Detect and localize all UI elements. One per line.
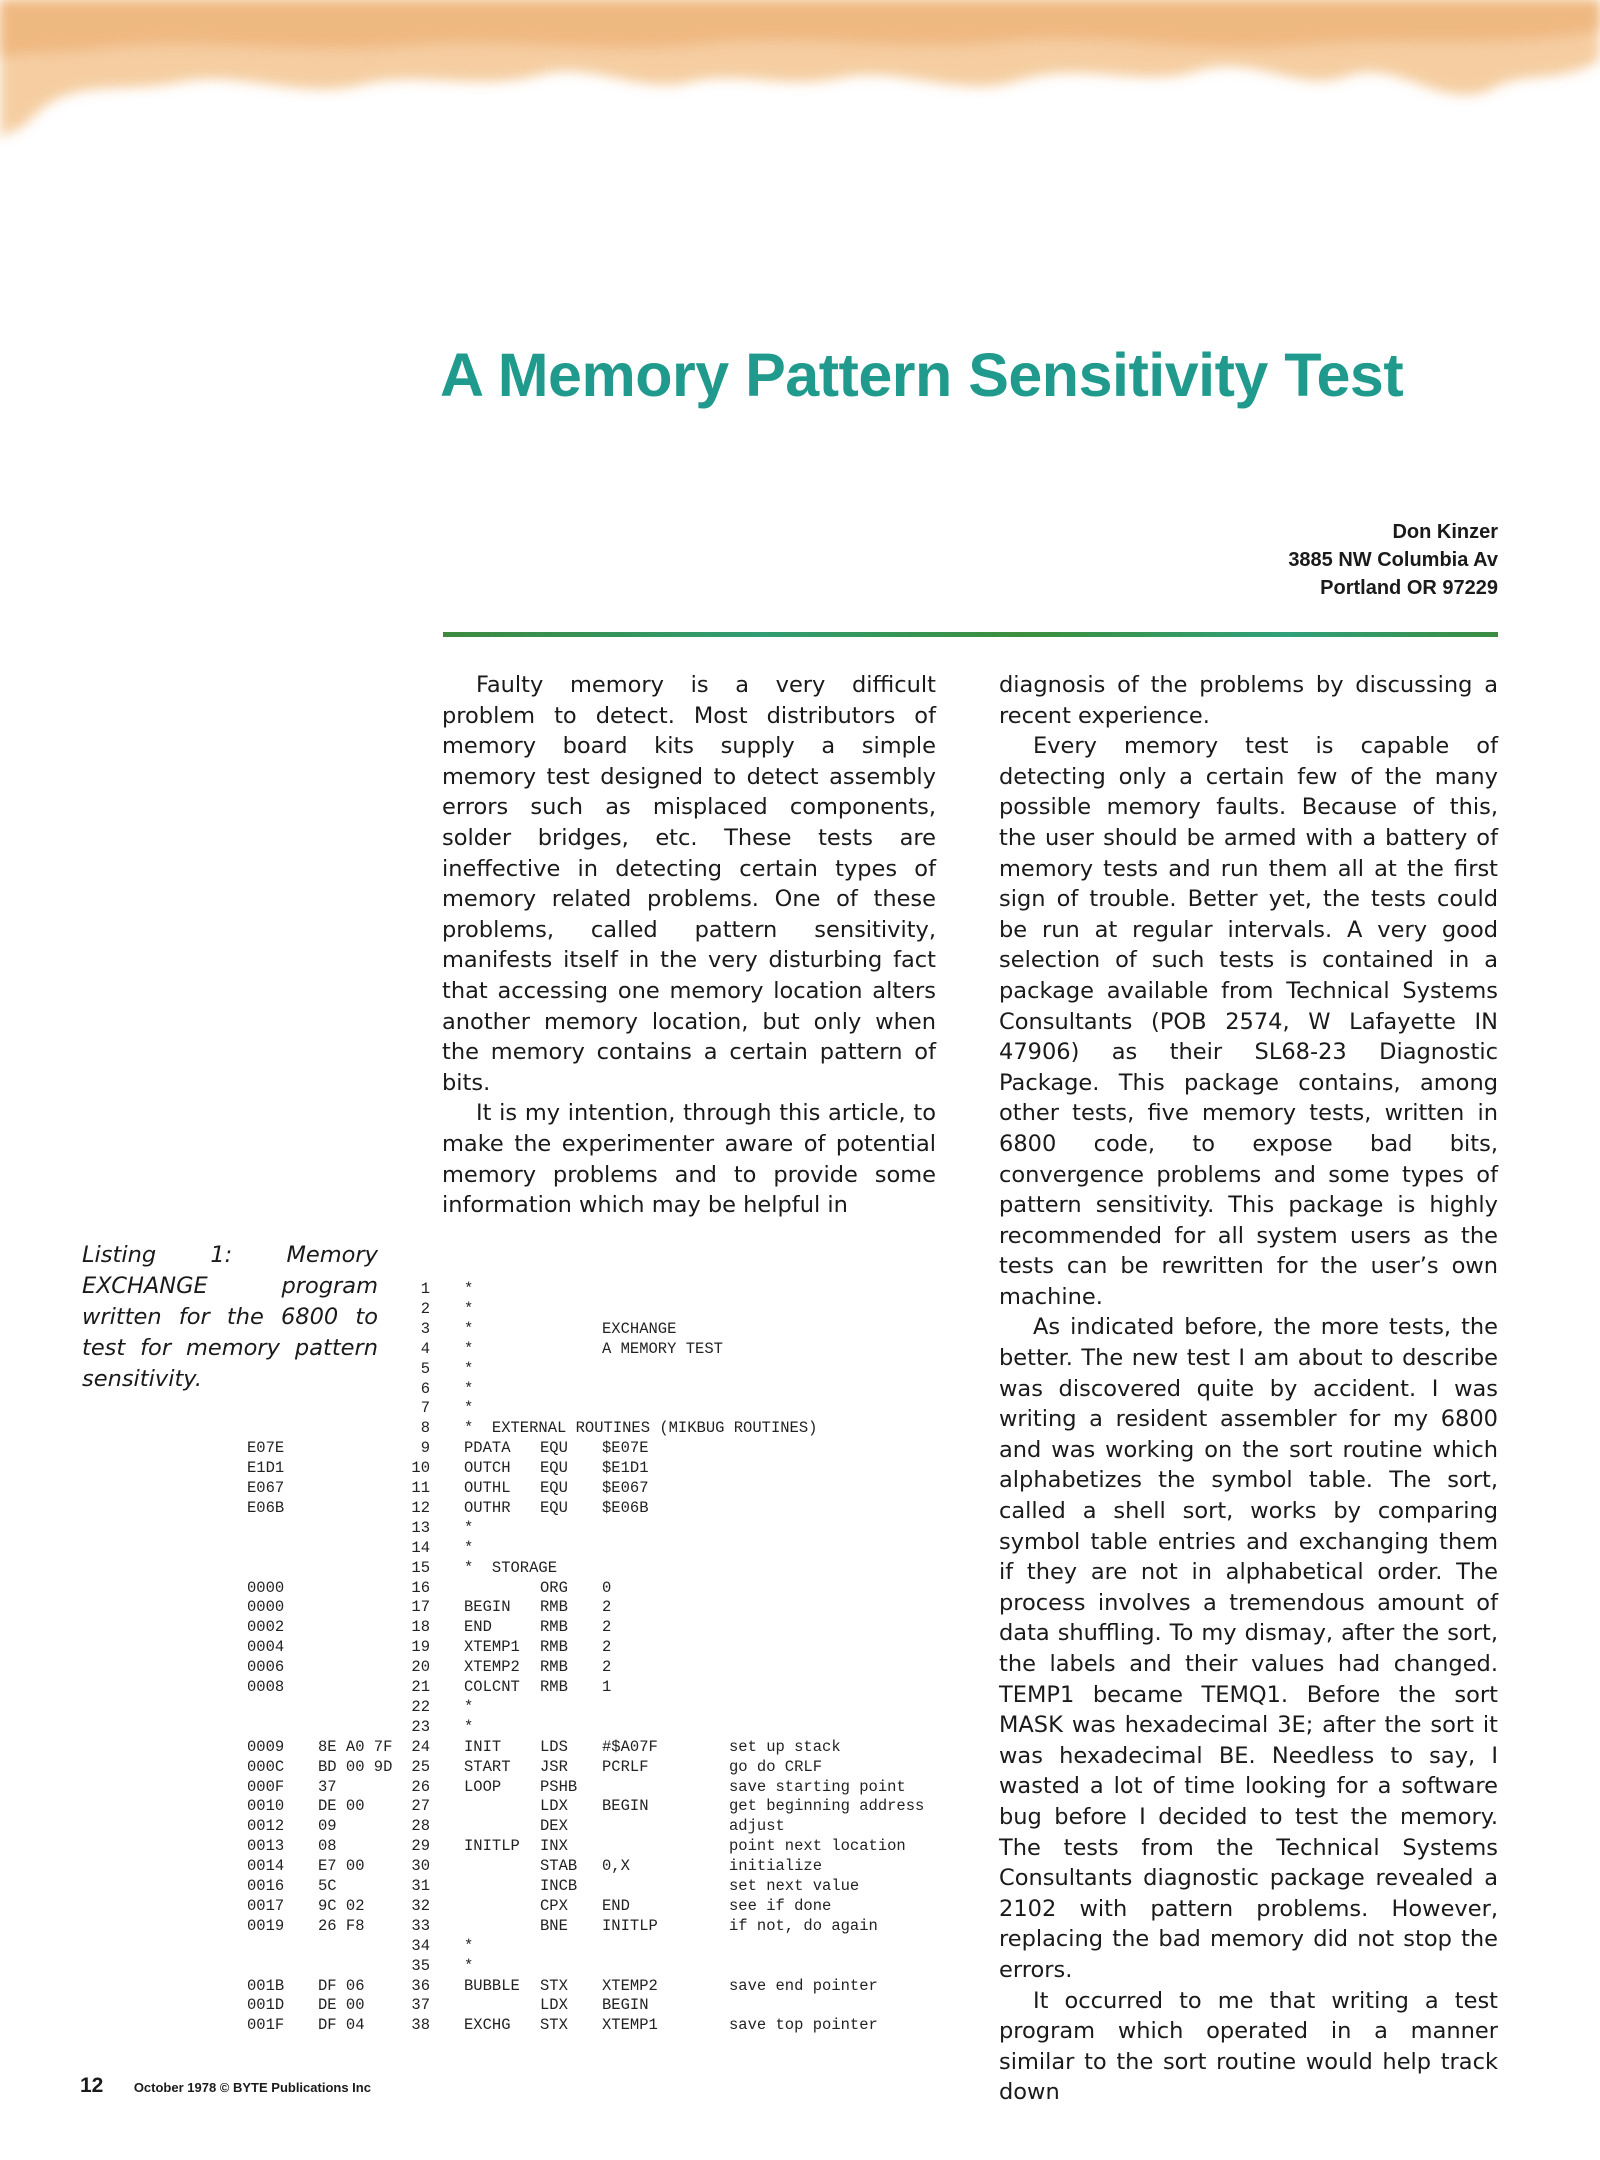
listing-label: XTEMP2 [464,1658,520,1677]
listing-operand: PCRLF [602,1757,649,1776]
listing-line-number: 12 [411,1498,430,1517]
listing-operand: $E06B [602,1498,649,1517]
listing-address: 0008 [247,1678,285,1696]
listing-line-number: 19 [411,1638,430,1657]
listing-label: * EXTERNAL ROUTINES (MIKBUG ROUTINES) [464,1419,818,1438]
listing-caption: Listing 1: Memory EXCHANGE program written for the 6800 to test for memory pattern sensitivity. [82,1242,378,1392]
listing-line-number: 25 [411,1757,430,1776]
listing-opcode: RMB [540,1678,568,1696]
listing-label: * [464,1936,474,1955]
listing-line-number: 27 [411,1797,430,1816]
listing-operand: A MEMORY TEST [602,1339,723,1358]
page-footer [80,2074,371,2098]
paragraph: It occurred to me that writing a test program which operated in a manner similar to the sort routine would help track down [999,1987,1498,2106]
listing-opcode: RMB [540,1598,568,1617]
paragraph: Faulty memory is a very difficult problem to detect. Most distributors of memory board kits supply a simple memory test designed to detect assembly errors such as misplaced components, solder bridges, etc. These tests are ineffective in detecting certain types of memory related problems. One of these problems, called pattern sensitivity, manifests itself in the very disturbing fact that accessing one memory location alters another memory location, but only when the memory contains a certain pattern of bits. [442,672,936,1096]
listing-line-number: 7 [420,1399,430,1418]
listing-object-code: DE 00 [318,1996,365,2015]
listing-line-number: 3 [420,1319,430,1338]
listing-line-number: 32 [411,1896,430,1915]
listing-line-number: 31 [411,1877,430,1895]
listing-address: 0006 [247,1658,285,1677]
listing-line-number: 20 [411,1658,430,1677]
listing-label: * [464,1299,474,1318]
listing-label: COLCNT [464,1678,520,1696]
listing-address: 0009 [247,1737,285,1756]
listing-operand: $E067 [602,1479,649,1497]
listing-label: * [464,1538,474,1557]
listing-object-code: DE 00 [318,1797,365,1816]
listing-comment: get beginning address [729,1797,925,1816]
listing-label: * [464,1956,474,1975]
listing-line-number: 15 [411,1558,430,1577]
listing-label: * [464,1717,474,1736]
listing-opcode: INX [540,1837,568,1856]
listing-address: E06B [247,1498,285,1517]
listing-comment: set next value [729,1877,860,1895]
author-name: Don Kinzer [1392,521,1498,543]
listing-comment: go do CRLF [729,1757,823,1776]
listing-label: * [464,1339,474,1358]
listing-line-number: 22 [411,1697,430,1716]
listing-address: 0000 [247,1578,285,1597]
listing-comment: point next location [729,1837,906,1856]
listing-label: * [464,1518,474,1537]
listing-object-code: 5C [318,1877,337,1895]
listing-comment: if not, do again [729,1916,878,1935]
listing-opcode: ORG [540,1578,568,1597]
body-column-left [442,670,936,1221]
listing-operand: 0,X [602,1857,630,1876]
listing-operand: END [602,1896,630,1915]
listing-operand: BEGIN [602,1797,649,1816]
listing-line-number: 10 [411,1459,430,1478]
listing-line-number: 1 [420,1280,430,1298]
listing-operand: 2 [602,1618,612,1637]
listing-address: 0004 [247,1638,285,1657]
listing-line-number: 38 [411,2016,430,2035]
listing-object-code: 26 F8 [318,1916,365,1935]
listing-comment: save starting point [729,1777,906,1796]
listing-opcode: STX [540,2016,568,2035]
listing-opcode: CPX [540,1896,568,1915]
listing-line-number: 14 [411,1538,430,1557]
coffee-stain [0,0,1600,160]
listing-line-number: 36 [411,1976,430,1995]
listing-operand: 2 [602,1658,612,1677]
listing-line-number: 33 [411,1916,430,1935]
listing-line-number: 24 [411,1737,430,1756]
listing-line-number: 4 [420,1339,430,1358]
listing-line-number: 16 [411,1578,430,1597]
listing-label: OUTCH [464,1459,511,1478]
listing-address: 0012 [247,1817,285,1836]
listing-line-number: 29 [411,1837,430,1856]
listing-address: 001D [247,1996,285,2015]
listing-operand: INITLP [602,1916,658,1935]
listing-address: E07E [247,1439,285,1458]
listing-operand: $E07E [602,1439,649,1458]
listing-object-code: 09 [318,1817,337,1836]
listing-opcode: STX [540,1976,568,1995]
listing-operand: 2 [602,1638,612,1657]
listing-line-number: 9 [420,1439,430,1458]
listing-line-number: 21 [411,1678,430,1696]
listing-opcode: INCB [540,1877,578,1895]
listing-line-number: 26 [411,1777,430,1796]
listing-opcode: DEX [540,1817,568,1836]
listing-object-code: 9C 02 [318,1896,365,1915]
listing-address: E1D1 [247,1459,285,1478]
listing-operand: XTEMP1 [602,2016,658,2035]
listing-label: * [464,1280,474,1298]
title-rule [443,632,1498,637]
listing-line-number: 13 [411,1518,430,1537]
listing-line-number: 17 [411,1598,430,1617]
listing-label: XTEMP1 [464,1638,520,1657]
listing-address: 0010 [247,1797,285,1816]
listing-object-code: 08 [318,1837,337,1856]
listing-address: 000F [247,1777,285,1796]
listing-operand: 1 [602,1678,612,1696]
listing-label: * STORAGE [464,1558,558,1577]
paragraph: As indicated before, the more tests, the better. The new test I am about to describe was discovered quite by accident. I was writing a resident assembler for my 6800 and was working on the sort routine which alphabetizes the symbol table. The sort, called a shell sort, works by comparing symbol table entries and exchanging them if they are not in alphabetical order. The process involves a tremendous amount of data shuffling. To my dismay, after the sort, the labels and their values had changed. TEMP1 became TEMQ1. Before the sort MASK was hexadecimal 3E; after the sort it was hexadecimal BE. Needless to say, I wasted a lot of time looking for a software bug before I decided to test the memory. The tests from the Technical Systems Consultants diagnostic package revealed a 2102 with pattern problems. However, replacing the bad memory did not stop the errors. [999,1314,1498,1983]
paragraph: diagnosis of the problems by discussing a recent experience. [999,672,1498,729]
listing-label: END [464,1618,492,1637]
listing-comment: see if done [729,1896,832,1915]
listing-operand: 0 [602,1578,612,1597]
listing-operand: XTEMP2 [602,1976,658,1995]
body-column-right [999,670,1498,2108]
listing-address: 0002 [247,1618,285,1637]
listing-opcode: PSHB [540,1777,578,1796]
paragraph: It is my intention, through this article, to make the experimenter aware of potential memory problems and to provide some information which may be helpful in [442,1100,936,1219]
listing-operand: $E1D1 [602,1459,649,1478]
listing-address: 0016 [247,1877,285,1895]
listing-label: OUTHR [464,1498,511,1517]
listing-opcode: LDX [540,1797,568,1816]
listing-line-number: 8 [420,1419,430,1438]
listing-line-number: 11 [411,1479,430,1497]
paragraph: Every memory test is capable of detecting only a certain few of the many possible memory faults. Because of this, the user should be armed with a battery of memory tests and run them all at the first sign of trouble. Better yet, the tests could be run at regular intervals. A very good selection of such tests is contained in a package available from Technical Systems Consultants (POB 2574, W Lafayette IN 47906) as their SL68-23 Diagnostic Package. This package contains, among other tests, five memory tests, written in 6800 code, to expose bad bits, convergence problems and some types of pattern sensitivity. This package is highly recommended for all system users as the tests can be rewritten for the user’s own machine. [999,733,1498,1310]
listing-comment: adjust [729,1817,785,1836]
listing-label: * [464,1379,474,1398]
listing-line-number: 6 [420,1379,430,1398]
listing-address: 000C [247,1757,285,1776]
listing-operand: EXCHANGE [602,1319,677,1338]
footer-credit: October 1978 © BYTE Publications Inc [133,2080,371,2095]
listing-opcode: JSR [540,1757,568,1776]
listing-opcode: LDS [540,1737,568,1756]
listing-opcode: EQU [540,1439,568,1458]
listing-opcode: RMB [540,1618,568,1637]
article-title: A Memory Pattern Sensitivity Test [440,341,1404,409]
author-block [1288,518,1498,602]
listing-line-number: 34 [411,1936,430,1955]
listing-label: BEGIN [464,1598,511,1617]
listing-operand: BEGIN [602,1996,649,2015]
listing-label: PDATA [464,1439,511,1458]
listing-line-number: 30 [411,1857,430,1876]
listing-address: 001B [247,1976,285,1995]
listing-comment: initialize [729,1857,823,1876]
listing-line-number: 23 [411,1717,430,1736]
listing-opcode: EQU [540,1459,568,1478]
author-street: 3885 NW Columbia Av [1288,549,1498,571]
listing-comment: save end pointer [729,1976,878,1995]
listing-opcode: EQU [540,1479,568,1497]
listing-line-number: 18 [411,1618,430,1637]
listing-comment: set up stack [729,1737,841,1756]
author-city: Portland OR 97229 [1320,577,1498,599]
listing-object-code: 37 [318,1777,337,1796]
listing-label: * [464,1319,474,1338]
listing-label: INITLP [464,1837,520,1856]
listing-address: 001F [247,2016,285,2035]
page-number: 12 [80,2074,104,2097]
listing-object-code: DF 06 [318,1976,365,1995]
listing-label: START [464,1757,511,1776]
listing-label: INIT [464,1737,502,1756]
listing-address: 0017 [247,1896,285,1915]
listing-address: 0019 [247,1916,285,1935]
listing-opcode: EQU [540,1498,568,1517]
listing-label: * [464,1359,474,1378]
listing-address: 0014 [247,1857,285,1876]
code-listing [240,1280,940,2035]
listing-line-number: 28 [411,1817,430,1836]
listing-line-number: 35 [411,1956,430,1975]
listing-line-number: 37 [411,1996,430,2015]
listing-address: 0013 [247,1837,285,1856]
listing-opcode: RMB [540,1638,568,1657]
listing-operand: #$A07F [602,1737,658,1756]
listing-opcode: BNE [540,1916,568,1935]
listing-address: 0000 [247,1598,285,1617]
listing-line-number: 2 [420,1299,430,1318]
listing-label: EXCHG [464,2016,511,2035]
listing-opcode: LDX [540,1996,568,2015]
listing-comment: save top pointer [729,2016,878,2035]
listing-line-number: 5 [420,1359,430,1378]
listing-label: * [464,1399,474,1418]
listing-opcode: STAB [540,1857,578,1876]
listing-object-code: E7 00 [318,1857,365,1876]
listing-label: LOOP [464,1777,502,1796]
listing-object-code: 8E A0 7F [318,1737,393,1756]
listing-address: E067 [247,1479,285,1497]
listing-opcode: RMB [540,1658,568,1677]
listing-object-code: DF 04 [318,2016,365,2035]
listing-object-code: BD 00 9D [318,1757,393,1776]
listing-label: BUBBLE [464,1976,520,1995]
listing-label: * [464,1697,474,1716]
listing-operand: 2 [602,1598,612,1617]
listing-label: OUTHL [464,1479,511,1497]
